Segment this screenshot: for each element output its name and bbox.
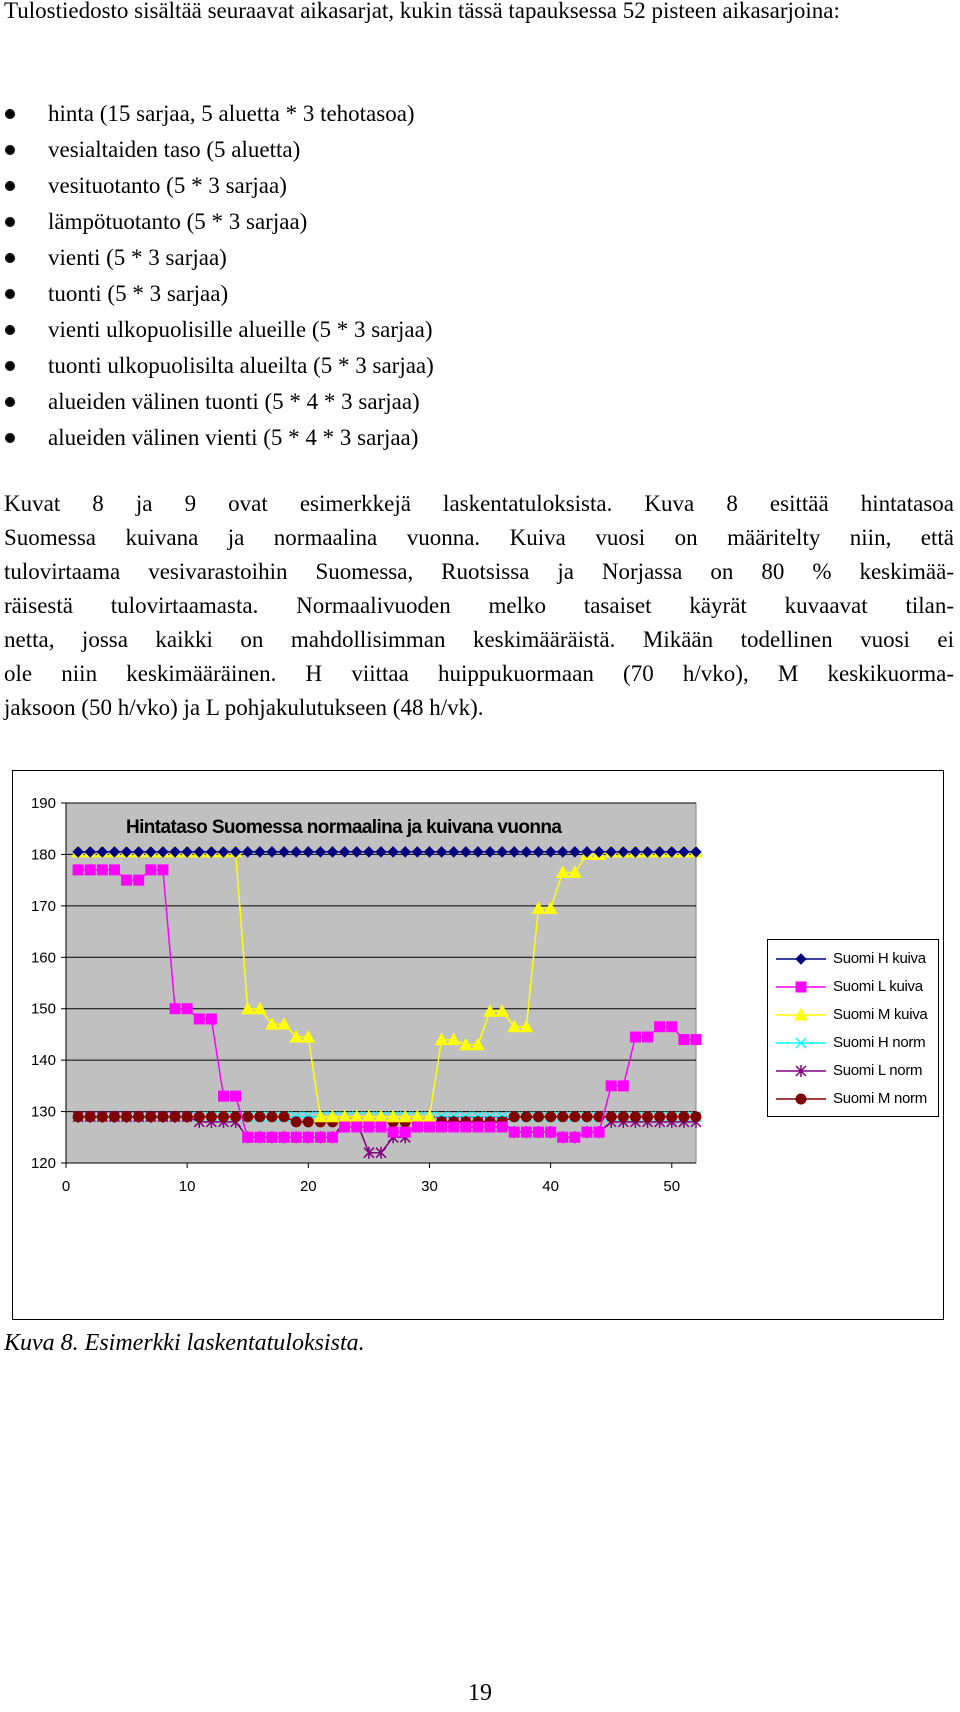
diamond-marker-icon bbox=[774, 944, 830, 974]
data-point bbox=[206, 1014, 216, 1024]
data-point bbox=[630, 1112, 640, 1122]
paragraph-line: tulovirtaama vesivarastoihin Suomessa, Ruotsissa ja Norjassa on 80 % keskimää- bbox=[4, 559, 954, 584]
bullet-item bbox=[0, 204, 434, 240]
data-point bbox=[546, 1127, 556, 1137]
paragraph-line: jaksoon (50 h/vko) ja L pohjakulutukseen (48 h/vk). bbox=[4, 695, 484, 720]
bullet-item bbox=[0, 132, 434, 168]
data-point bbox=[691, 1035, 701, 1045]
legend-label: Suomi M norm bbox=[833, 1090, 927, 1107]
legend-item bbox=[768, 1028, 938, 1058]
x-tick-label: 20 bbox=[299, 1178, 317, 1195]
data-point bbox=[521, 1112, 531, 1122]
data-point bbox=[606, 1112, 616, 1122]
data-point bbox=[267, 1132, 277, 1142]
data-point bbox=[534, 1127, 544, 1137]
y-tick-label: 130 bbox=[30, 1103, 56, 1121]
data-point bbox=[485, 1122, 495, 1132]
data-point bbox=[206, 1112, 216, 1122]
data-point bbox=[352, 1122, 362, 1132]
data-point bbox=[170, 1004, 180, 1014]
data-point bbox=[643, 1032, 653, 1042]
data-point bbox=[279, 1112, 289, 1122]
bullet-text: hinta (15 sarjaa, 5 aluetta * 3 tehotasoa) bbox=[48, 101, 415, 126]
x-marker-icon bbox=[774, 1028, 830, 1058]
data-point bbox=[655, 1112, 665, 1122]
data-point bbox=[85, 865, 95, 875]
data-point bbox=[509, 1127, 519, 1137]
x-tick-label: 50 bbox=[663, 1178, 681, 1195]
data-point bbox=[328, 1132, 338, 1142]
star-marker-icon bbox=[774, 1056, 830, 1086]
legend-item bbox=[768, 972, 938, 1002]
legend-item bbox=[768, 1056, 938, 1086]
bullet-text: lämpötuotanto (5 * 3 sarjaa) bbox=[48, 209, 308, 234]
data-point bbox=[146, 865, 156, 875]
circle-marker-icon bbox=[774, 1084, 830, 1114]
bullet-dot-icon bbox=[5, 181, 15, 191]
bullet-item bbox=[0, 276, 434, 312]
data-point bbox=[146, 1112, 156, 1122]
bullet-item bbox=[0, 348, 434, 384]
data-point bbox=[424, 1122, 434, 1132]
data-point bbox=[437, 1122, 447, 1132]
bullet-text: tuonti (5 * 3 sarjaa) bbox=[48, 281, 229, 306]
chart-legend bbox=[767, 939, 939, 1117]
data-point bbox=[521, 1127, 531, 1137]
figure-caption: Kuva 8. Esimerkki laskentatuloksista. bbox=[4, 1330, 365, 1356]
legend-item bbox=[768, 1084, 938, 1114]
page-number: 19 bbox=[468, 1680, 492, 1706]
legend-label: Suomi H norm bbox=[833, 1034, 926, 1051]
data-point bbox=[340, 1122, 350, 1132]
bullet-dot-icon bbox=[5, 289, 15, 299]
data-point bbox=[679, 1035, 689, 1045]
data-point bbox=[182, 1004, 192, 1014]
data-point bbox=[691, 1112, 701, 1122]
data-point bbox=[400, 1127, 410, 1137]
legend-label: Suomi L norm bbox=[833, 1062, 923, 1079]
bullet-dot-icon bbox=[5, 145, 15, 155]
bullet-text: vesialtaiden taso (5 aluetta) bbox=[48, 137, 301, 162]
data-point bbox=[158, 1112, 168, 1122]
data-point bbox=[97, 865, 107, 875]
x-tick-label: 0 bbox=[61, 1178, 71, 1195]
bullet-dot-icon bbox=[5, 253, 15, 263]
data-point bbox=[315, 1132, 325, 1142]
data-point bbox=[570, 1132, 580, 1142]
legend-marker bbox=[796, 954, 806, 964]
data-point bbox=[134, 875, 144, 885]
data-point bbox=[231, 1112, 241, 1122]
bullet-text: alueiden välinen vienti (5 * 4 * 3 sarjaa) bbox=[48, 425, 419, 450]
triangle-marker-icon bbox=[774, 1000, 830, 1030]
data-point bbox=[643, 1112, 653, 1122]
data-point bbox=[194, 1112, 204, 1122]
data-point bbox=[667, 1022, 677, 1032]
data-point bbox=[497, 1122, 507, 1132]
data-point bbox=[97, 1112, 107, 1122]
bullet-item bbox=[0, 240, 434, 276]
data-point bbox=[534, 1112, 544, 1122]
data-point bbox=[546, 1112, 556, 1122]
legend-label: Suomi L kuiva bbox=[833, 978, 923, 995]
data-point bbox=[376, 1122, 386, 1132]
data-point bbox=[182, 1112, 192, 1122]
data-point bbox=[231, 1091, 241, 1101]
data-point bbox=[582, 1127, 592, 1137]
data-point bbox=[679, 1112, 689, 1122]
data-point bbox=[73, 1112, 83, 1122]
chart-title: Hintataso Suomessa normaalina ja kuivana vuonna bbox=[126, 817, 562, 838]
data-point bbox=[255, 1112, 265, 1122]
bullet-text: tuonti ulkopuolisilta alueilta (5 * 3 sarjaa) bbox=[48, 353, 434, 378]
legend-label: Suomi M kuiva bbox=[833, 1006, 928, 1023]
data-point bbox=[606, 1081, 616, 1091]
data-point bbox=[219, 1091, 229, 1101]
data-point bbox=[558, 1132, 568, 1142]
x-tick-label: 30 bbox=[421, 1178, 438, 1195]
data-point bbox=[109, 1112, 119, 1122]
data-point bbox=[303, 1117, 313, 1127]
y-tick-label: 120 bbox=[30, 1155, 56, 1172]
data-point bbox=[461, 1122, 471, 1132]
data-point bbox=[109, 865, 119, 875]
data-point bbox=[194, 1014, 204, 1024]
data-point bbox=[122, 875, 132, 885]
paragraph-line: räisestä tulovirtaamasta. Normaalivuoden melko tasaiset käyrät kuvaavat tilan- bbox=[4, 593, 954, 618]
bullet-dot-icon bbox=[5, 433, 15, 443]
bullet-item bbox=[0, 96, 434, 132]
data-point bbox=[570, 1112, 580, 1122]
data-point bbox=[388, 1127, 398, 1137]
paragraph-line: netta, jossa kaikki on mahdollisimman keskimääräistä. Mikään todellinen vuosi ei bbox=[4, 627, 954, 652]
data-point bbox=[509, 1112, 519, 1122]
data-point bbox=[594, 1127, 604, 1137]
bullet-item bbox=[0, 312, 434, 348]
bullet-dot-icon bbox=[5, 217, 15, 227]
bullet-text: vesituotanto (5 * 3 sarjaa) bbox=[48, 173, 287, 198]
y-tick-label: 190 bbox=[30, 795, 56, 812]
y-tick-label: 150 bbox=[30, 1000, 56, 1018]
data-point bbox=[243, 1132, 253, 1142]
legend-label: Suomi H kuiva bbox=[833, 950, 926, 967]
bullet-dot-icon bbox=[5, 361, 15, 371]
y-tick-label: 170 bbox=[30, 897, 56, 915]
bullet-item bbox=[0, 168, 434, 204]
data-point bbox=[134, 1112, 144, 1122]
legend-marker bbox=[796, 982, 806, 992]
y-tick-label: 140 bbox=[30, 1052, 56, 1070]
data-point bbox=[243, 1112, 253, 1122]
data-point bbox=[170, 1112, 180, 1122]
data-point bbox=[630, 1032, 640, 1042]
data-point bbox=[558, 1112, 568, 1122]
legend-marker bbox=[796, 1094, 806, 1104]
bullet-text: vienti ulkopuolisille alueille (5 * 3 sarjaa) bbox=[48, 317, 433, 342]
data-point bbox=[219, 1112, 229, 1122]
data-point bbox=[449, 1122, 459, 1132]
intro-paragraph: Tulostiedosto sisältää seuraavat aikasarjat, kukin tässä tapauksessa 52 pisteen aikasarjoina: bbox=[4, 0, 840, 23]
data-point bbox=[618, 1112, 628, 1122]
data-point bbox=[667, 1112, 677, 1122]
series-bullet-list bbox=[0, 96, 434, 456]
legend-item bbox=[768, 1000, 938, 1030]
bullet-item bbox=[0, 384, 434, 420]
data-point bbox=[412, 1122, 422, 1132]
legend-item bbox=[768, 944, 938, 974]
data-point bbox=[473, 1122, 483, 1132]
y-tick-label: 160 bbox=[30, 949, 56, 967]
data-point bbox=[73, 865, 83, 875]
bullet-text: alueiden välinen tuonti (5 * 4 * 3 sarjaa) bbox=[48, 389, 420, 414]
paragraph-line: Kuvat 8 ja 9 ovat esimerkkejä laskentatuloksista. Kuva 8 esittää hintatasoa bbox=[4, 491, 954, 516]
y-tick-label: 180 bbox=[30, 846, 56, 864]
x-tick-label: 40 bbox=[542, 1178, 559, 1195]
bullet-text: vienti (5 * 3 sarjaa) bbox=[48, 245, 227, 270]
data-point bbox=[85, 1112, 95, 1122]
x-tick-label: 10 bbox=[178, 1178, 196, 1195]
data-point bbox=[267, 1112, 277, 1122]
data-point bbox=[364, 1122, 374, 1132]
paragraph-line: ole niin keskimääräinen. H viittaa huippukuormaan (70 h/vko), M keskikuorma- bbox=[4, 661, 954, 686]
bullet-dot-icon bbox=[5, 397, 15, 407]
bullet-dot-icon bbox=[5, 325, 15, 335]
price-chart bbox=[12, 770, 944, 1320]
data-point bbox=[582, 1112, 592, 1122]
data-point bbox=[122, 1112, 132, 1122]
square-marker-icon bbox=[774, 972, 830, 1002]
bullet-dot-icon bbox=[5, 109, 15, 119]
data-point bbox=[291, 1117, 301, 1127]
data-point bbox=[303, 1132, 313, 1142]
data-point bbox=[291, 1132, 301, 1142]
paragraph-line: Suomessa kuivana ja normaalina vuonna. Kuiva vuosi on määritelty niin, että bbox=[4, 525, 954, 550]
data-point bbox=[255, 1132, 265, 1142]
data-point bbox=[655, 1022, 665, 1032]
data-point bbox=[279, 1132, 289, 1142]
bullet-item bbox=[0, 420, 434, 456]
data-point bbox=[618, 1081, 628, 1091]
data-point bbox=[158, 865, 168, 875]
